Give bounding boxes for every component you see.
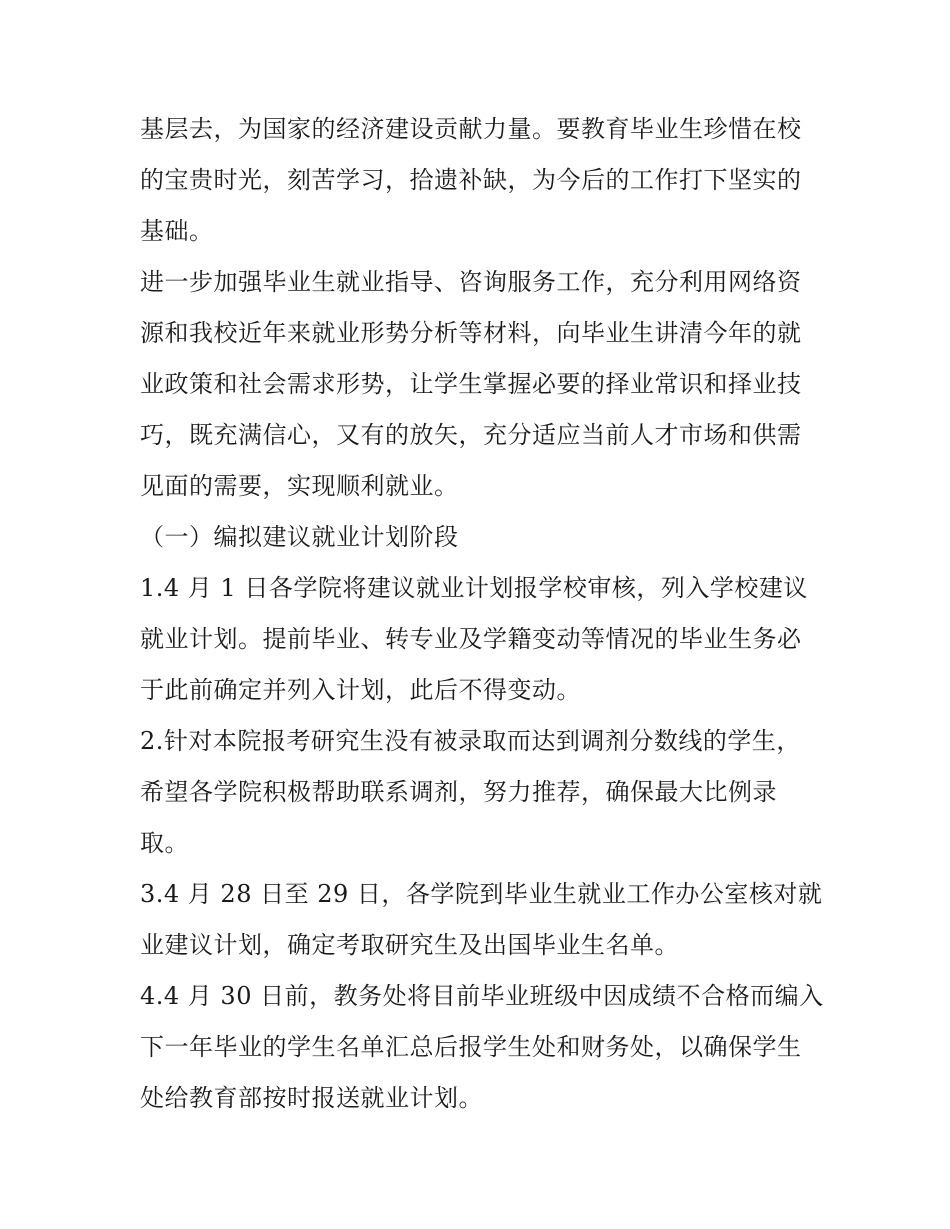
text-line: 希望各学院积极帮助联系调剂，努力推荐，确保最大比例录 bbox=[140, 778, 777, 806]
section-heading: （一）编拟建议就业计划阶段 bbox=[140, 523, 459, 551]
list-item-1: 1.4 月 1 日各学院将建议就业计划报学校审核，列入学校建议 bbox=[140, 574, 808, 602]
text-line: 基层去，为国家的经济建设贡献力量。要教育毕业生珍惜在校 bbox=[140, 115, 802, 143]
text-line: 源和我校近年来就业形势分析等材料，向毕业生讲清今年的就 bbox=[140, 319, 802, 347]
text-line: 的宝贵时光，刻苦学习，拾遗补缺，为今后的工作打下坚实的 bbox=[140, 166, 802, 194]
list-item-4: 4.4 月 30 日前，教务处将目前毕业班级中因成绩不合格而编入 bbox=[140, 982, 824, 1010]
list-item-3: 3.4 月 28 日至 29 日，各学院到毕业生就业工作办公室核对就 bbox=[140, 880, 823, 908]
document-body bbox=[140, 104, 824, 1124]
text-line: 进一步加强毕业生就业指导、咨询服务工作，充分利用网络资 bbox=[140, 268, 802, 296]
text-line: 巧，既充满信心，又有的放矢，充分适应当前人才市场和供需 bbox=[140, 421, 802, 449]
text-line: 业建议计划，确定考取研究生及出国毕业生名单。 bbox=[140, 931, 679, 959]
text-line: 下一年毕业的学生名单汇总后报学生处和财务处，以确保学生 bbox=[140, 1033, 802, 1061]
text-line: 就业计划。提前毕业、转专业及学籍变动等情况的毕业生务必 bbox=[140, 625, 802, 653]
text-line: 于此前确定并列入计划，此后不得变动。 bbox=[140, 676, 581, 704]
text-line: 业政策和社会需求形势，让学生掌握必要的择业常识和择业技 bbox=[140, 370, 802, 398]
list-item-2: 2.针对本院报考研究生没有被录取而达到调剂分数线的学生， bbox=[140, 727, 801, 755]
text-line: 处给教育部按时报送就业计划。 bbox=[140, 1084, 483, 1112]
text-line: 基础。 bbox=[140, 217, 214, 245]
text-line: 见面的需要，实现顺利就业。 bbox=[140, 472, 459, 500]
text-line: 取。 bbox=[140, 829, 189, 857]
